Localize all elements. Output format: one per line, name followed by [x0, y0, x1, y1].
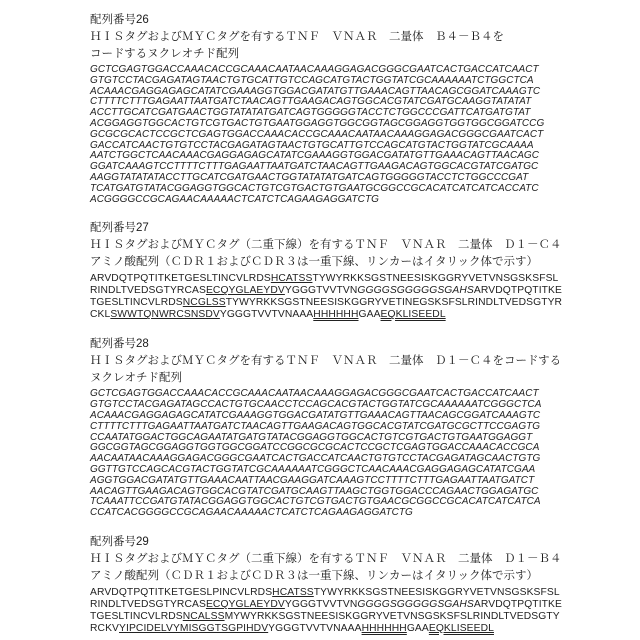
sequence-segment-double-underline: HHHHHH: [361, 622, 407, 634]
sequence-segment-underline: YIPCIDELVYMISGGTSGPIHDV: [119, 622, 269, 634]
nucleotide-sequence: GCTCGAGTGGACCAAACACCGCAAACAATAACAAAGGAGACGGGCGAATCACTGACCATCAACT GTGTCCTACGAGATAGTAACTGTGCATTGTCCAGCATGTACTGGTATCGCAAAAAATCTGGCTCA ACAAACGAGGAGAGCATATCGAAAGGTGGACGATATGTTGAAACAGTTAACAGCGGATCAAAGTC CTTTTCTTTGAGAATTAATGATCTAACAGTTGAAGACAGTGGCACGTATCGATGCAAGGTATATAT ACCTTGCATCGATGAACTGGTATATATGATCAGTGGGGGTACCTCTGGCCCGATTCATGATGTAT ACGGAGGTGGCACTGTCGTGACTGTGAATGGAGGTGGCGGTAGCGGAGGTGGTGGCGGATCCG GCGCGCACTCCGCTCGAGTGGACCAAACACCGCAAACAATAACAAAGGAGACGGGCGAATCACT GACCATCAACTGTGTCCTACGAGATAGTAACTGTGCATTGTCCAGCATGTACTGGTATCGCAAAA AATCTGGCTCAACAAACGAGGAGAGCATATCGAAAGGTGGACGATATGTTGAAACAGTTAACAGC GGATCAAAGTCCTTTTCTTTGAGAATTAATGATCTAACAGTTGAAGACAGTGGCACGTATCGATGC AAGGTATATATACCTTGCATCGATGAACTGGTATATATGATCAGTGGGGGTACCTCTGGCCCGAT TCATGATGTATACGGAGGTGGCACTGTCGTGACTGTGAATGCGGCCGCACATCATCATCACCATC ACGGGGCCGCAGAACAAAAACTCATCTCAGAAGAGGATCTG: [90, 64, 545, 205]
sequence-segment-italic: GGGGSGGGGGSGAHS: [357, 598, 474, 610]
sequence-segment-underline: NCGLSS: [182, 297, 226, 309]
sequence-title-line: ヌクレオチド配列: [90, 372, 182, 385]
sequence-segment-underline: NCALSS: [182, 610, 225, 622]
sequence-section-26: [90, 12, 560, 205]
sequence-section-27: [90, 220, 563, 321]
sequence-segment-plain: ARVDQTPQTITKETGESLTINCVLRDS: [90, 273, 271, 285]
sequence-segment-underline: ECQYGLAEYDV: [205, 285, 285, 297]
sequence-segment-plain: TYWYRKKSGSTNEESISKGGRYVETVNSGSKSFSL RINDLTVEDSGTYRCAS: [90, 586, 560, 610]
sequence-number-label: 配列番号28: [90, 338, 149, 351]
sequence-segment-plain: ARVDQTPQTITKE TGESLTINCVLRDS: [90, 285, 562, 309]
sequence-section-29: [90, 534, 560, 635]
sequence-title-line: ＨＩＳタグおよびＭＹＣタグ（二重下線）を有するＴＮＦ ＶＮＡＲ 二量体 Ｄ１－Ｂ４: [90, 552, 562, 565]
sequence-segment-underline: SWWTQNWRCSNSDV: [110, 309, 220, 321]
sequence-number-label: 配列番号27: [90, 222, 149, 235]
sequence-number-label: 配列番号29: [90, 535, 149, 548]
sequence-segment-plain: YGGGTVVTVNAAA: [219, 309, 314, 321]
sequence-segment-plain: GAA: [406, 622, 429, 634]
sequence-segment-plain: MYWYRKKSGSTNEESISKGGRYVETVNSGSKSFSLRINDLTVEDSGTY RCKV: [90, 610, 560, 634]
sequence-segment-plain: ARVDQTPQTITKETGESLPINCVLRDS: [90, 586, 273, 598]
sequence-segment-plain: ARVDQTPQTITKE TGESLTINCVLRDS: [90, 598, 562, 622]
sequence-segment-double-underline: HHHHHH: [313, 309, 359, 321]
sequence-segment-underline: HCATSS: [270, 273, 313, 285]
sequence-segment-underline: HCATSS: [272, 586, 314, 598]
sequence-title-line: ＨＩＳタグおよびＭＹＣタグ（二重下線）を有するＴＮＦ ＶＮＡＲ 二量体 Ｄ１－Ｃ４: [90, 239, 562, 252]
sequence-section-28: [90, 336, 560, 519]
sequence-number-label: 配列番号26: [90, 14, 149, 26]
sequence-segment-plain: GAA: [358, 309, 381, 321]
nucleotide-sequence: GCTCGAGTGGACCAAACACCGCAAACAATAACAAAGGAGACGGGCGAATCACTGACCATCAACT GTGTCCTACGAGATAGCCACTGTGCAACCTCCAGCACGTACTGGTATCGCAAAAAATCGGGCTCA ACAAACGAGGAGAGCATATCGAAAGGTGGACGATATGTTGAAACAGTTAACAGCGGATCAAAGTC CTTTTCTTTGAGAATTAATGATCTAACAGTTGAAGACAGTGGCACGTATCGATGCGCTTCCGAGTG CCAATATGGACTGGCAGAATATGATGTATACGGAGGTGGCACTGTCGTGACTGTGAATGGAGGT GGCGGTAGCGGAGGTGGTGGCGGATCCGGCGCGCACTCCGCTCGAGTGGACCAAACACCGCA AACAATAACAAAGGAGACGGGCGAATCACTGACCATCAACTGTGTCCTACGAGATAGCAACTGTG GGTTGTCCAGCACGTACTGGTATCGCAAAAAATCGGGCTCAACAAACGAGGAGAGCATATCGAA AGGTGGACGATATGTTGAAACAATTAACGAAGGATCAAAGTCCTTTTCTTTGAGAATTAATGATCT AACAGTTGAAGACAGTGGCACGTATCGATGCAAGTTAAGCTGGTGGACCCAGAACTGGAGATGC TCAAATTCCGATGTATACGGAGGTGGCACTGTCGTGACTGTGAACGCGGCCGCACATCATCATCA CCATCACGGGGCCGCAGAACAAAAACTCATCTCAGAAGAGGATCTG: [90, 388, 542, 519]
sequence-title-line: アミノ酸配列（ＣＤＲ１およびＣＤＲ３は一重下線、リンカーはイタリック体で示す）: [90, 256, 539, 269]
sequence-segment-plain: YGGGTVVTVN: [284, 285, 358, 297]
sequence-title-line: ＨＩＳタグおよびＭＹＣタグを有するＴＮＦ ＶＮＡＲ 二量体 Ｄ１－Ｃ４をコードする: [90, 355, 562, 368]
amino-acid-sequence: [90, 273, 563, 321]
sequence-segment-plain: YGGGTVVTVN: [284, 598, 358, 610]
amino-acid-sequence: [90, 587, 560, 635]
sequence-segment-double-underline: EQKLISEEDL: [380, 309, 446, 321]
sequence-segment-underline: ECQYGLAEYDV: [205, 598, 285, 610]
sequence-segment-plain: TYWYRKKSGSTNEESISKGGRYVETINEGSKSFSLRINDLTVEDSGTYR CKL: [90, 297, 563, 321]
sequence-segment-plain: YGGGTVVTVNAAA: [268, 622, 362, 634]
sequence-segment-double-underline: EQKLISEEDL: [428, 622, 494, 634]
sequence-title-line: コードするヌクレオチド配列: [90, 48, 240, 60]
sequence-segment-plain: TYWYRKKSGSTNEESISKGGRYVETVNSGSKSFSL RINDLTVEDSGTYRCAS: [90, 273, 559, 297]
sequence-title-line: ＨＩＳタグおよびＭＹＣタグを有するＴＮＦ ＶＮＡＲ 二量体 Ｂ４－Ｂ４を: [90, 31, 504, 43]
sequence-segment-italic: GGGGSGGGGGSGAHS: [357, 285, 474, 297]
sequence-title-line: アミノ酸配列（ＣＤＲ１およびＣＤＲ３は一重下線、リンカーはイタリック体で示す）: [90, 569, 539, 582]
